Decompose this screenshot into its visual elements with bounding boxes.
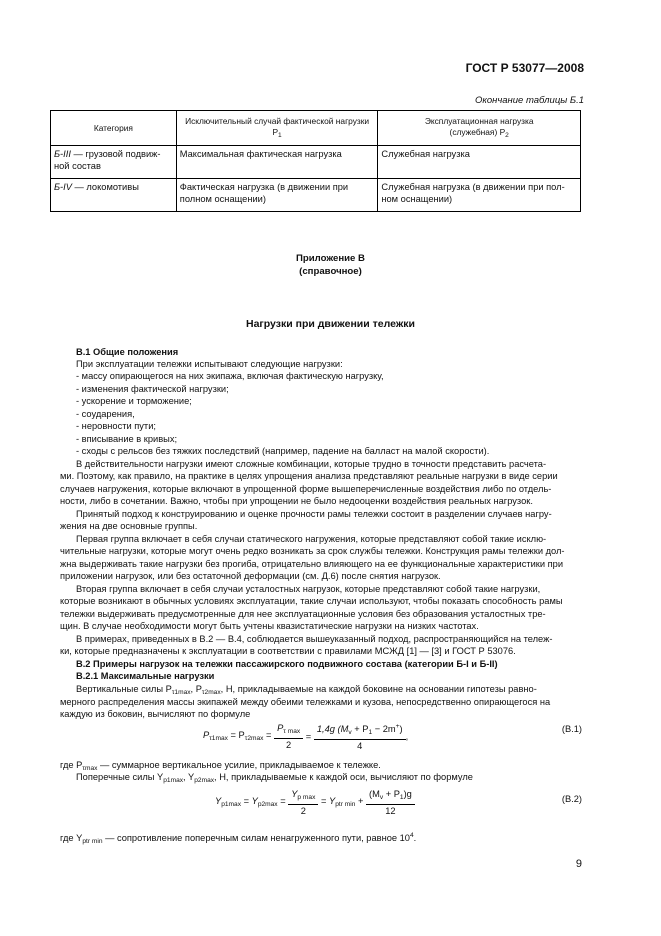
list-item: - неровности пути; — [76, 421, 156, 431]
paragraph-line: Принятый подход к конструированию и оценке прочности рамы тележки состоит в разделении случаев нагру- — [76, 508, 552, 519]
paragraph-line: чительные нагрузки, которые могут очень редко возникать за срок службы тележки. Конструкция рамы тележки дол- — [60, 546, 565, 556]
paragraph-line: В действительности нагрузки имеют сложные комбинации, которые трудно в точности представить расчета- — [76, 458, 547, 469]
fraction: $P_{\tau max}$ 2 — [274, 722, 303, 752]
paragraph-line: Вертикальные силы $P_{\tau 1max}$, $P_{\tau 2max}$, H, прикладываемые на каждой боковине на основании гипотезы равно- — [76, 684, 537, 696]
paragraph-line: Вторая группа включает в себя случаи усталостных нагрузок, которые представляют собой такие нагрузки, — [76, 583, 541, 594]
paragraph-line: где $P_{\tau max}$ — суммарное вертикальное усилие, прикладываемое к тележке. — [60, 760, 381, 772]
formula-number: (B.2) — [561, 794, 582, 804]
table-row — [51, 146, 581, 179]
section-heading: В.1 Общие положения — [76, 347, 179, 357]
paragraph-line: щин. В случае необходимости могут быть учтены квазистатические нагрузки на низких частотах. — [60, 621, 479, 631]
fraction: $\frac{(M_v + P_1)g}{12}$ — [366, 788, 415, 818]
load-table — [50, 110, 581, 212]
paragraph-line: Поперечные силы $Y_{p1max}$, $Y_{p2max}$, H, прикладываемые к каждой оси, вычисляют по формуле — [76, 772, 473, 784]
appendix-name: Приложение В — [296, 253, 365, 264]
paragraph-line: случаев нагружения, которые включают в упрощенной форме вышеперечисленные воздействия либо по отдель- — [60, 483, 552, 494]
paragraph-line: ки, которые предназначены к эксплуатации в соответствии с правилами МСЖД [1] — [3] и ГОСТ Р 53076. — [60, 646, 516, 656]
list-item: - ускорение и торможение; — [76, 396, 192, 406]
row-category: Б-IV — локомотивы — [51, 179, 177, 212]
paragraph-line: приложении нагрузок, или без остаточной деформации (см. Д.6) после снятия нагрузок. — [60, 571, 441, 581]
row-exceptional: Максимальная фактическая нагрузка — [176, 146, 378, 179]
row-operational: Служебная нагрузка — [378, 146, 581, 179]
row-category: Б-III — грузовой подвиж- ной состав — [51, 146, 177, 179]
fraction: $Y_{p max}$ 2 — [288, 788, 318, 818]
paragraph-line: Первая группа включает в себя случаи статического нагружения, которые представляют собой такие исклю- — [76, 533, 547, 544]
list-item: - вписывание в кривых; — [76, 433, 178, 444]
paragraph-line: где $Y_{ptr min}$ — сопротивление поперечным силам ненагруженного пути, равное $10^4$. — [60, 832, 417, 845]
header-operational: Эксплуатационная нагрузка (служебная) $P_2$ — [378, 111, 581, 146]
paragraph-line: При эксплуатации тележки испытывают следующие нагрузки: — [76, 359, 343, 369]
row-operational: Служебная нагрузка (в движении при пол- ном оснащении) — [378, 179, 581, 212]
subsection-heading: В.2.1 Максимальные нагрузки — [76, 671, 215, 681]
paragraph-line: мерного распределения массы экипажей между обеими тележками и кузова, непосредственно опирающегося на — [60, 696, 551, 707]
paragraph-line: ности, либо в сочетании. Важно, чтобы при упрощении не было недооценки воздействия реальных нагрузок. — [60, 496, 533, 506]
paragraph-line: В примерах, приведенных в В.2 — В.4, соблюдается вышеуказанный подход, распространяющийся на тележ- — [76, 633, 553, 644]
header-exceptional: Исключительный случай фактической нагрузки $P_1$ — [176, 111, 378, 146]
paragraph-line: тележки выдерживать предусмотренные для нее эксплуатационные условия без образования усталостных тре- — [60, 608, 546, 619]
table-header-row — [51, 111, 581, 146]
fraction: $\frac{1,4g (M_v + P_1 - 2m^+)}{4}$ — [314, 721, 406, 753]
paragraph-line: жения на две основные группы. — [60, 521, 198, 531]
paragraph-line: ми. Поэтому, как правило, на практике в целях упрощения анализа представляют реальные нагрузки в виде серии — [60, 471, 558, 481]
standard-number: ГОСТ Р 53077—2008 — [465, 61, 584, 75]
formula-b2: $Y_{p1max} = Y_{p2max}$ = $Y_{p max}$ 2 = $Y_{ptr min}$ + $\frac{(M_v + P_1)g}{12}$ — [215, 788, 415, 818]
table-continuation: Окончание таблицы Б.1 — [474, 95, 584, 106]
appendix-title: Нагрузки при движении тележки — [245, 318, 415, 330]
section-heading: В.2 Примеры нагрузок на тележки пассажирского подвижного состава (категории Б-I и Б-II) — [76, 658, 498, 669]
paragraph-line: жна выдерживать такие нагрузки без прогиба, отрицательно влияющего на ее функциональные характеристики при — [60, 558, 564, 569]
row-exceptional: Фактическая нагрузка (в движении при полном оснащении) — [176, 179, 378, 212]
formula-b1: $P_{\tau 1max} = P_{\tau 2max}$ = $P_{\tau max}$ 2 = $\frac{1,4g (M_v + P_1 - 2m^+)}{4}$ , — [203, 723, 409, 752]
formula-number: (B.1) — [561, 724, 582, 734]
appendix-kind: (справочное) — [299, 266, 362, 277]
paragraph-line: каждую из боковин, вычисляют по формуле — [60, 709, 251, 719]
list-item: - массу опирающегося на них экипажа, включая фактическую нагрузку, — [76, 371, 384, 381]
list-item: - изменения фактической нагрузки; — [76, 383, 229, 394]
table-row — [51, 179, 581, 212]
list-item: - сходы с рельсов без тяжких последствий (например, падение на балласт на малой скорости). — [76, 446, 490, 456]
list-item: - соударения, — [76, 408, 135, 419]
page-number: 9 — [575, 858, 582, 870]
header-category: Категория — [51, 111, 177, 146]
paragraph-line: которые возникают в обычных условиях эксплуатации, такие случаи используют, чтобы показать способность рамы — [60, 596, 563, 606]
